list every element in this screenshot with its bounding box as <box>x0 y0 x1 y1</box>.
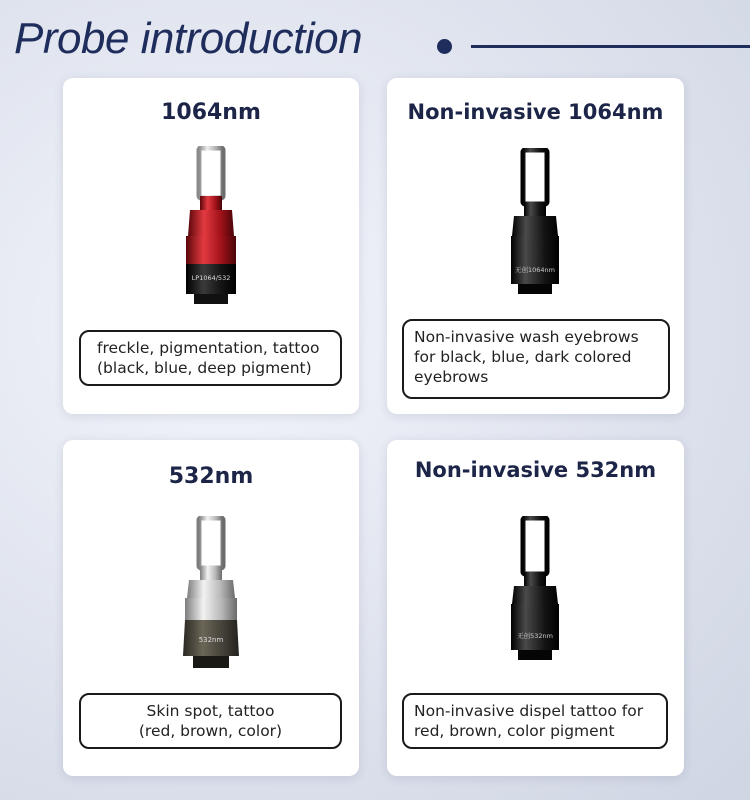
card-description-line: Skin spot, tattoo <box>146 702 275 720</box>
probe-engraving: 无创1064nm <box>515 266 555 274</box>
card-description-line: eyebrows <box>414 368 489 386</box>
card-description <box>402 693 668 749</box>
probe-non-invasive-1064nm-image <box>500 148 570 298</box>
card-description-line: (black, blue, deep pigment) <box>97 359 312 377</box>
page-header <box>0 0 750 80</box>
probe-card-532nm <box>63 440 359 776</box>
probe-engraving: 无创532nm <box>517 632 553 640</box>
card-description-line: for black, blue, dark colored <box>414 348 632 366</box>
card-description-line: freckle, pigmentation, tattoo <box>97 339 320 357</box>
card-description <box>79 330 342 386</box>
card-title: 1064nm <box>161 100 261 125</box>
card-description-line: Non-invasive dispel tattoo for <box>414 702 644 720</box>
probe-engraving: LP1064/532 <box>191 274 231 282</box>
title-dot-decoration <box>437 39 452 54</box>
card-description <box>79 693 342 749</box>
probe-card-non-invasive-1064nm <box>387 78 684 414</box>
probe-1064nm-image <box>176 146 246 306</box>
card-description-line: (red, brown, color) <box>138 722 283 740</box>
title-line-decoration <box>471 45 750 48</box>
card-description <box>402 319 670 399</box>
probe-non-invasive-532nm-image <box>500 516 570 666</box>
card-description-line: Non-invasive wash eyebrows <box>414 328 639 346</box>
probe-card-non-invasive-532nm <box>387 440 684 776</box>
card-title: Non-invasive 532nm <box>414 458 657 482</box>
card-title: Non-invasive 1064nm <box>407 100 664 124</box>
probe-engraving: 532nm <box>198 636 224 644</box>
card-title: 532nm <box>168 464 254 489</box>
probe-532nm-image <box>171 516 251 676</box>
probe-card-1064nm <box>63 78 359 414</box>
page-title: Probe introduction <box>14 14 363 63</box>
card-description-line: red, brown, color pigment <box>414 722 615 740</box>
